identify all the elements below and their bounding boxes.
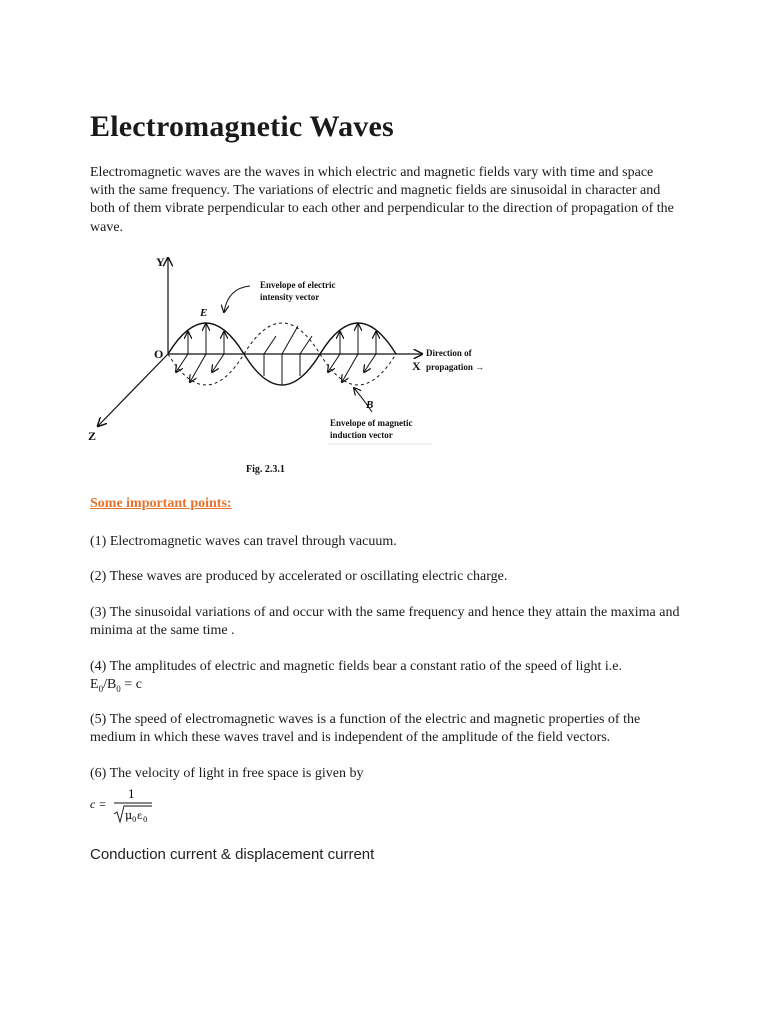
em-wave-figure <box>80 250 520 482</box>
axis-y-label: Y <box>156 255 165 269</box>
magnetic-envelope-label-1: Envelope of magnetic <box>330 418 413 428</box>
svg-text:0: 0 <box>143 816 148 824</box>
ratio-expression: $E_0/B_0 = c$ <box>90 677 142 694</box>
light-speed-formula <box>90 784 160 828</box>
origin-label: O <box>154 347 164 361</box>
point-5: (5) The speed of electromagnetic waves is a function of the electric and magnetic properties of the medium in which these waves travel and is independent of the amplitude of the field vectors. <box>90 712 641 746</box>
direction-label-1: Direction of <box>426 348 472 358</box>
magnetic-envelope-label-2: induction vector <box>330 430 393 440</box>
next-section-heading: Conduction current & displacement current <box>90 846 375 863</box>
figure-caption: Fig. 2.3.1 <box>246 464 285 475</box>
point-3: (3) The sinusoidal variations of and occur with the same frequency and hence they attain the maxima and minima at the same time . <box>90 605 680 639</box>
point-2: (2) These waves are produced by accelerated or oscillating electric charge. <box>90 569 508 584</box>
point-6: (6) The velocity of light in free space is given by <box>90 766 364 781</box>
svg-text:1: 1 <box>128 786 135 801</box>
direction-label-2: propagation → <box>426 362 485 372</box>
magnetic-envelope <box>168 354 244 385</box>
e-label: E <box>200 307 208 319</box>
svg-text:μ: μ <box>125 809 133 822</box>
section-heading: Some important points: <box>90 496 232 511</box>
b-label: B <box>366 399 374 411</box>
page-title: Electromagnetic Waves <box>90 110 394 143</box>
intro-paragraph: Electromagnetic waves are the waves in which electric and magnetic fields vary with time and space with the same frequency. The variations of electric and magnetic fields are sinusoidal in character and both of them vibrate perpendicular to each other and perpendicular to the direction of propagation of the wave. <box>90 165 674 235</box>
point-4-block <box>90 658 680 698</box>
axis-x-label: X <box>412 359 421 373</box>
z-axis <box>98 354 168 426</box>
axis-z-label: Z <box>88 429 97 443</box>
electric-envelope-label-1: Envelope of electric <box>260 280 336 290</box>
svg-text:c =: c = <box>90 797 107 811</box>
svg-text:ε: ε <box>137 811 143 822</box>
point-4: (4) The amplitudes of electric and magnetic fields bear a constant ratio of the speed of light i.e. <box>90 659 622 674</box>
svg-text:0: 0 <box>132 816 137 824</box>
electric-envelope-label-2: intensity vector <box>260 292 320 302</box>
point-1: (1) Electromagnetic waves can travel through vacuum. <box>90 534 397 549</box>
